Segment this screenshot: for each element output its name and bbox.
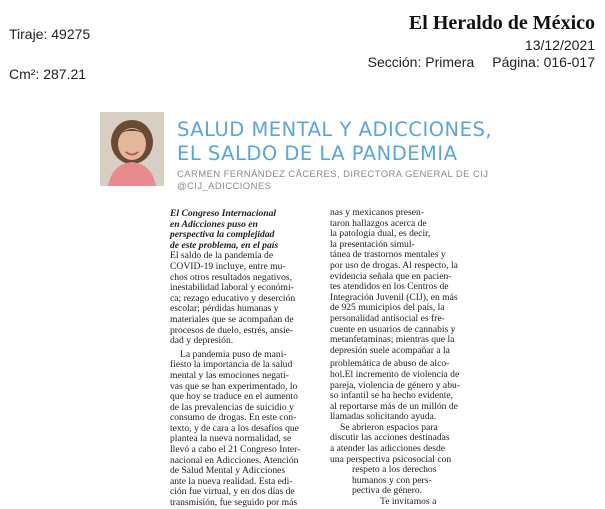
body-line: hol.El incremento de violencia de xyxy=(330,368,460,380)
body-line: llamadas solicitando ayuda. xyxy=(330,411,437,423)
body-line: vas que se han experimentado, lo xyxy=(170,380,298,392)
body-line: de Salud Mental y Adicciones xyxy=(170,465,286,477)
body-line: que hoy se traduce en el aumento xyxy=(170,391,298,403)
body-line: la patología dual, es decir, xyxy=(330,228,431,240)
headline-line: EL SALDO DE LA PANDEMIA xyxy=(177,142,458,165)
body-line: nas y mexicanos presen- xyxy=(330,207,425,218)
body-line: humanos y con pers- xyxy=(352,474,432,486)
lede-line: de este problema, en el país xyxy=(170,239,279,251)
circulation-label: Tiraje: 49275 xyxy=(9,26,91,42)
author-handle: @CIJ_ADICCIONES xyxy=(177,181,272,192)
body-line: La pandemia puso de mani- xyxy=(180,348,287,360)
section-label: Sección: Primera xyxy=(367,54,475,70)
body-line: evidencia señala que en pacien- xyxy=(330,270,452,282)
body-line: nacional en Adicciones. Atención xyxy=(170,454,299,466)
body-line: una perspectiva psicosocial con xyxy=(330,453,452,465)
body-line: El saldo de la pandemia de xyxy=(170,250,274,262)
body-line: pectiva de género. xyxy=(352,485,423,497)
author-photo xyxy=(100,112,164,186)
article-column-2 xyxy=(330,208,495,508)
body-line: procesos de duelo, estrés, ansie- xyxy=(170,324,294,336)
body-line: mental y las emociones negati- xyxy=(170,369,289,381)
newspaper-name: El Heraldo de México xyxy=(408,12,595,34)
lede-line: El Congreso Internacional xyxy=(170,208,277,219)
body-line: fiesto la importancia de la salud xyxy=(170,359,293,371)
body-line: chos otros resultados negativos, xyxy=(170,271,293,283)
body-line: COVID-19 incluye, entre mu- xyxy=(170,260,286,272)
author-line: CARMEN FERNÁNDEZ CÁCERES, DIRECTORA GENERAL DE CIJ xyxy=(177,169,489,180)
body-line: materiales que se acompañan de xyxy=(170,313,294,325)
body-line: Te invitamos a xyxy=(380,496,437,508)
body-line: transmisión, fue seguido por más xyxy=(170,497,298,509)
body-line: Integración Juvenil (CIJ), en más xyxy=(330,291,458,303)
article-headline xyxy=(177,118,537,166)
body-line: metanfetaminas; mientras que la xyxy=(330,334,455,346)
body-line: dad y depresión. xyxy=(170,335,234,347)
body-line: ción fue virtual, y en dos días de xyxy=(170,486,295,498)
publication-date: 13/12/2021 xyxy=(524,37,595,53)
body-line: so infantil se ha hecho evidente, xyxy=(330,390,454,402)
body-line: pareja, violencia de género y abu- xyxy=(330,379,460,391)
body-line: escolar; pérdidas humanas y xyxy=(170,303,279,315)
body-line: Se abrieron espacios para xyxy=(340,421,438,433)
body-line: cuente en usuarios de cannabis y xyxy=(330,323,456,335)
body-line: texto, y de cara a los desafíos que xyxy=(170,422,299,434)
lede-line: en Adicciones puso en xyxy=(170,218,258,230)
body-line: discutir las acciones destinadas xyxy=(330,432,450,444)
body-line: consumo de drogas. En este con- xyxy=(170,412,297,424)
page-label: Página: 016-017 xyxy=(492,54,595,70)
body-line: ca; rezago educativo y deserción xyxy=(170,292,296,304)
body-line: por uso de drogas. Al respecto, la xyxy=(330,259,458,271)
section-page-line xyxy=(366,54,595,70)
body-line: respeto a los derechos xyxy=(352,464,437,476)
body-line: la presentación simul- xyxy=(330,238,415,250)
lede-line: perspectiva la complejidad xyxy=(170,229,275,241)
body-line: de 925 municipios del país, la xyxy=(330,302,445,314)
body-line: ante la nueva realidad. Esta edi- xyxy=(170,475,293,487)
body-line: depresión suele acompañar a la xyxy=(330,344,450,356)
body-line: taron hallazgos acerca de xyxy=(330,217,427,229)
body-line: a atender las adicciones desde xyxy=(330,443,446,455)
body-line: llevó a cabo el 21 Congreso Inter- xyxy=(170,444,301,456)
body-line: tánea de trastornos mentales y xyxy=(330,249,446,261)
article-column-1 xyxy=(170,209,325,509)
article-byline xyxy=(177,169,488,193)
body-line: tes atendidos en los Centros de xyxy=(330,281,449,293)
headline-line: SALUD MENTAL Y ADICCIONES, xyxy=(177,118,493,141)
body-line: problemática de abuso de alco- xyxy=(330,358,450,370)
body-line: al reportarse más de un millón de xyxy=(330,400,458,412)
body-line: plantea la nueva normalidad, se xyxy=(170,433,292,445)
body-line: personalidad antisocial es fre- xyxy=(330,312,445,324)
body-line: inestabilidad laboral y económi- xyxy=(170,282,294,294)
area-label: Cm²: 287.21 xyxy=(9,66,87,82)
body-line: de las prevalencias de suicidio y xyxy=(170,401,294,413)
